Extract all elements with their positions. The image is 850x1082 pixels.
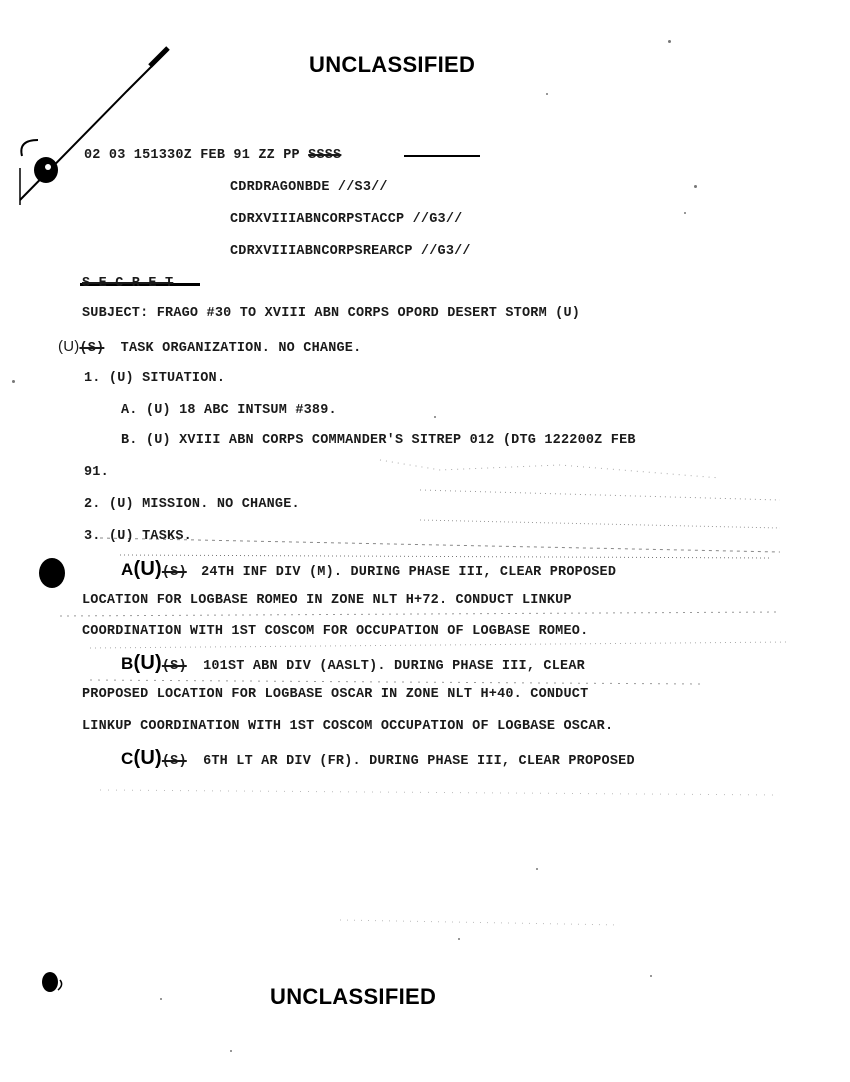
paragraph-3b-line-2: PROPOSED LOCATION FOR LOGBASE OSCAR IN ZONE NLT H+40. CONDUCT xyxy=(82,687,589,702)
paragraph-1: 1. (U) SITUATION. xyxy=(84,371,226,386)
classification-banner-top: UNCLASSIFIED xyxy=(309,52,476,77)
task-org-mark: (U) xyxy=(58,338,80,355)
para-3b-struck: (S) xyxy=(161,659,187,674)
para-3c-letter: C xyxy=(121,749,134,768)
paragraph-2: 2. (U) MISSION. NO CHANGE. xyxy=(84,497,300,512)
paragraph-3b-line-1 xyxy=(121,652,585,675)
speck xyxy=(160,998,162,1000)
paragraph-3c-line-1 xyxy=(121,747,635,770)
classification-banner-bottom: UNCLASSIFIED xyxy=(270,984,437,1009)
speck xyxy=(684,212,686,214)
para-3c-mark: (U) xyxy=(133,747,162,769)
speck xyxy=(458,938,460,940)
para-3c-struck: (S) xyxy=(161,754,187,769)
struck-classification: S E C R E T xyxy=(82,276,174,291)
paragraph-1b: B. (U) XVIII ABN CORPS COMMANDER'S SITREP 012 (DTG 122200Z FEB xyxy=(121,433,636,448)
task-organization-line xyxy=(58,338,361,356)
speck xyxy=(12,380,15,383)
speck xyxy=(650,975,652,977)
paragraph-3b-line-3: LINKUP COORDINATION WITH 1ST COSCOM OCCUPATION OF LOGBASE OSCAR. xyxy=(82,719,614,734)
para-3b-text: 101ST ABN DIV (AASLT). DURING PHASE III, CLEAR xyxy=(203,659,585,674)
paragraph-1a: A. (U) 18 ABC INTSUM #389. xyxy=(121,403,337,418)
speck xyxy=(230,1050,232,1052)
speck xyxy=(434,416,436,418)
para-3a-mark: (U) xyxy=(133,558,162,580)
para-3a-letter: A xyxy=(121,560,134,579)
para-3a-struck: (S) xyxy=(161,565,187,580)
para-3c-text: 6TH LT AR DIV (FR). DURING PHASE III, CLEAR PROPOSED xyxy=(203,754,635,769)
para-3b-letter: B xyxy=(121,654,134,673)
speck xyxy=(546,93,548,95)
addressee-3: CDRXVIIIABNCORPSREARCP //G3// xyxy=(230,244,471,259)
paragraph-3a-line-2: LOCATION FOR LOGBASE ROMEO IN ZONE NLT H+72. CONDUCT LINKUP xyxy=(82,593,572,608)
speck xyxy=(694,185,697,188)
dtg-struck-text: SSSS xyxy=(308,148,342,163)
paragraph-3a-line-3: COORDINATION WITH 1ST COSCOM FOR OCCUPATION OF LOGBASE ROMEO. xyxy=(82,624,589,639)
subject-line: SUBJECT: FRAGO #30 TO XVIII ABN CORPS OPORD DESERT STORM (U) xyxy=(82,306,581,321)
dtg-text: 02 03 151330Z FEB 91 ZZ PP xyxy=(84,148,300,163)
paragraph-3a-line-1 xyxy=(121,558,616,581)
addressee-2: CDRXVIIIABNCORPSTACCP //G3// xyxy=(230,212,463,227)
paragraph-1b-continued: 91. xyxy=(84,465,109,480)
task-org-text: TASK ORGANIZATION. NO CHANGE. xyxy=(120,341,362,356)
para-3b-mark: (U) xyxy=(133,652,162,674)
speck xyxy=(536,868,538,870)
addressee-1: CDRDRAGONBDE //S3// xyxy=(230,180,388,195)
dtg-line xyxy=(84,148,341,163)
para-3a-text: 24TH INF DIV (M). DURING PHASE III, CLEAR PROPOSED xyxy=(201,565,617,580)
paragraph-3: 3. (U) TASKS. xyxy=(84,529,192,544)
speck xyxy=(668,40,671,43)
task-org-struck: (S) xyxy=(79,341,105,356)
